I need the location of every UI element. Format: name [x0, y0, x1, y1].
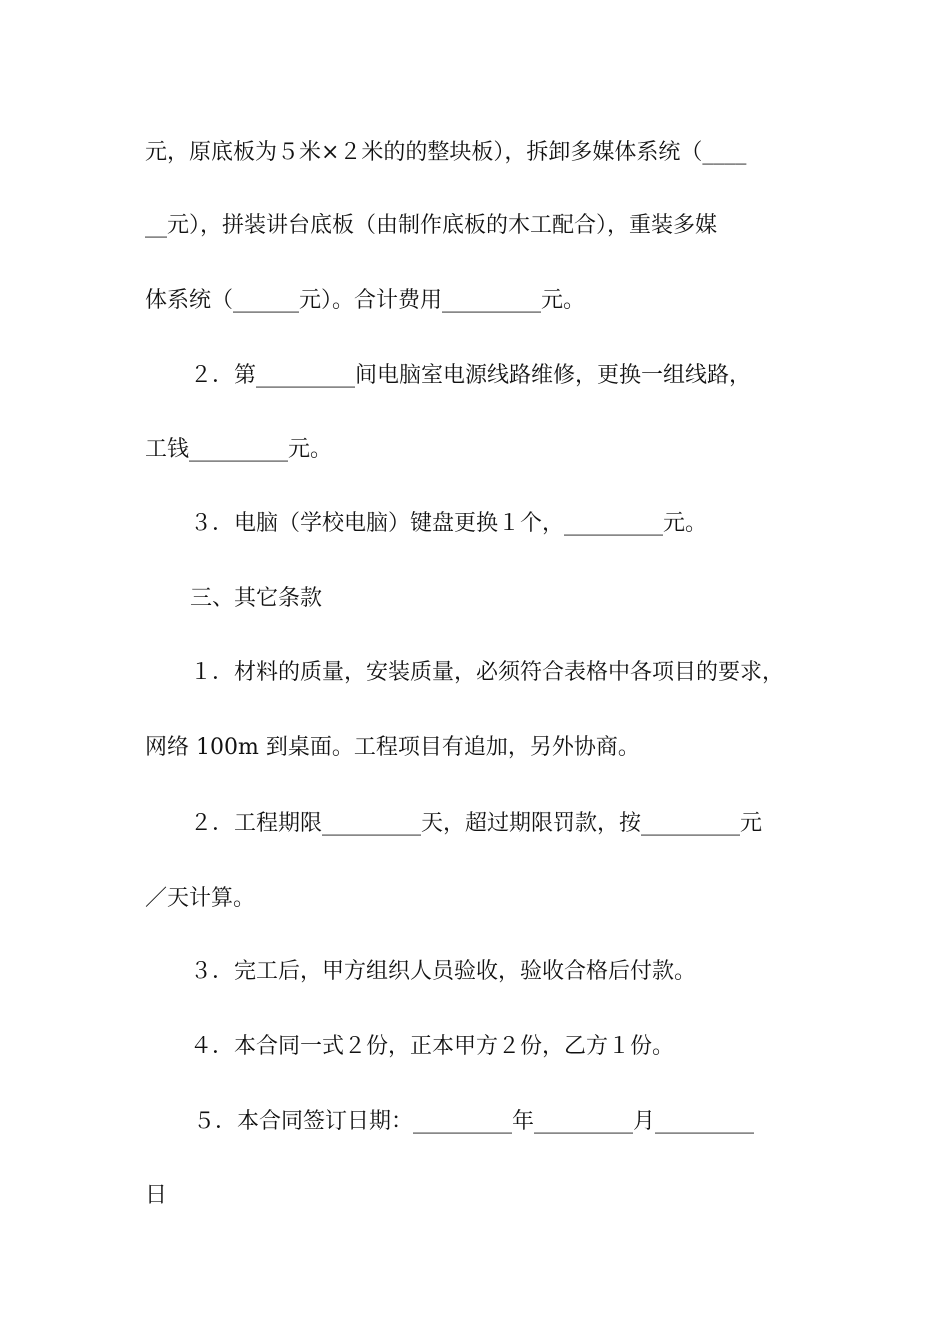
text-line-6: ３．电脑（学校电脑）键盘更换１个，_________元。 — [190, 511, 708, 536]
text-line-2: __元），拼装讲台底板（由制作底板的木工配合），重装多媒 — [145, 213, 718, 238]
text-line-14: ５．本合同签订日期：_________年_________月_________ — [193, 1109, 755, 1134]
text-line-12: ３．完工后，甲方组织人员验收，验收合格后付款。 — [190, 959, 697, 984]
text-line-8: １．材料的质量，安装质量，必须符合表格中各项目的要求， — [190, 660, 785, 685]
text-line-11: ／天计算。 — [145, 886, 256, 911]
text-line-15: 日 — [145, 1183, 168, 1208]
text-line-10: ２．工程期限_________天，超过期限罚款，按_________元 — [190, 811, 763, 836]
text-line-5: 工钱_________元。 — [145, 437, 333, 462]
text-line-3: 体系统（______元）。合计费用_________元。 — [145, 288, 586, 313]
section-heading: 三、其它条款 — [190, 586, 323, 611]
text-line-4: ２．第_________间电脑室电源线路维修，更换一组线路， — [190, 363, 752, 388]
text-line-9: 网络 100m 到桌面。工程项目有追加，另外协商。 — [145, 735, 640, 760]
text-line-1: 元，原底板为５米×２米的的整块板），拆卸多媒体系统（____ — [145, 140, 747, 165]
text-line-13: ４．本合同一式２份，正本甲方２份，乙方１份。 — [190, 1034, 675, 1059]
